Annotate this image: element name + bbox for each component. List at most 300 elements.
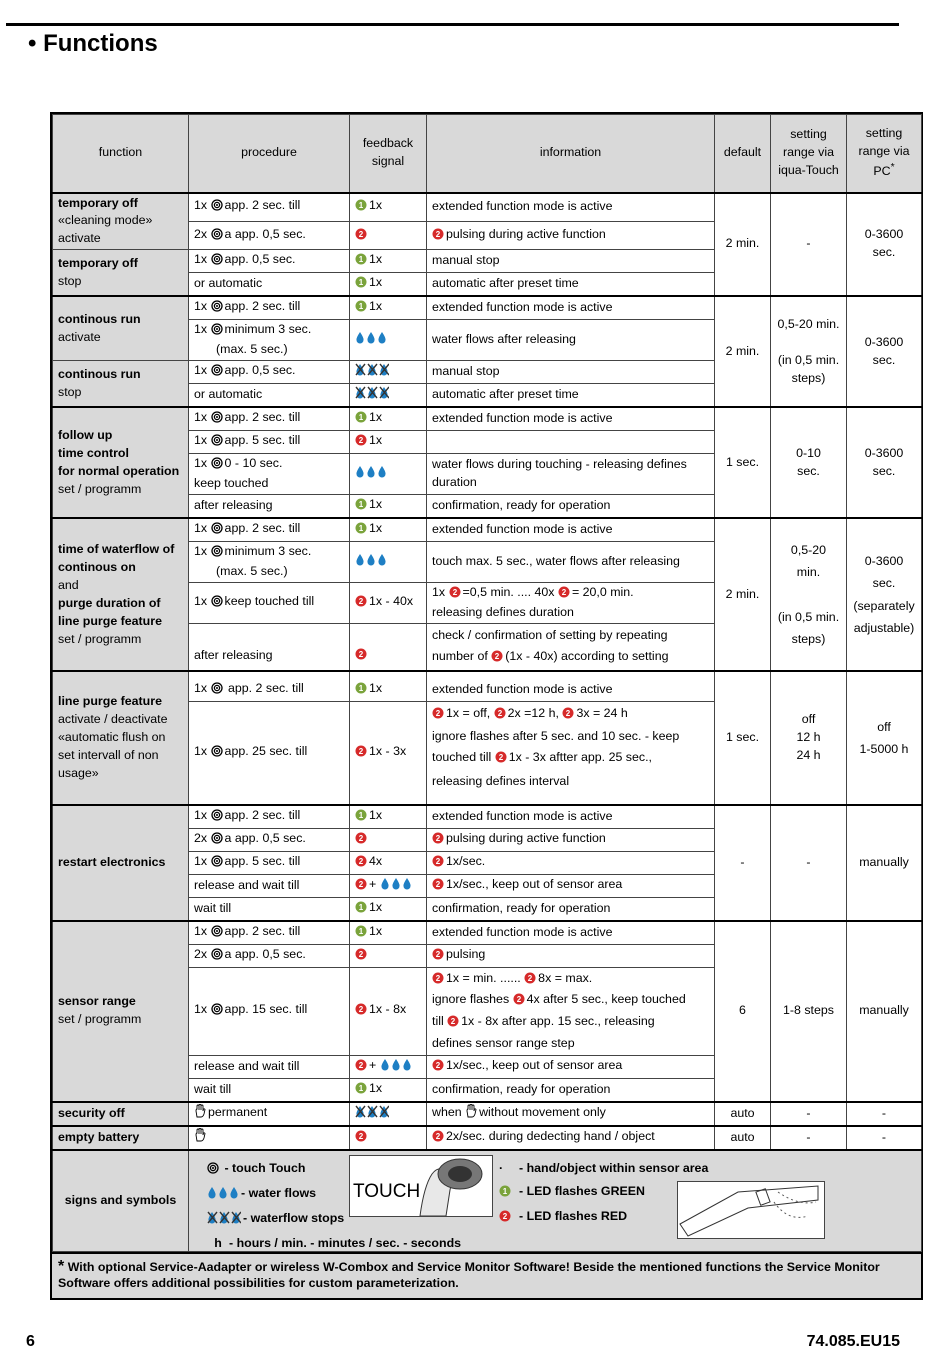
default-cell: 1 sec. — [715, 407, 771, 518]
pc-range-cell — [847, 193, 922, 297]
procedure-cell — [189, 921, 350, 944]
feedback-cell — [350, 828, 427, 851]
red-led-icon — [355, 855, 367, 873]
svg-text:2: 2 — [358, 949, 364, 959]
function-cell: security off — [53, 1102, 189, 1126]
red-led-icon — [491, 648, 503, 669]
range-line: steps) — [791, 632, 826, 647]
feedback-text: 4x — [369, 853, 383, 868]
red-led-icon — [355, 832, 367, 850]
fn-title: continous run — [58, 366, 141, 381]
info-text: 2x =12 h, — [507, 706, 559, 721]
info-cell — [427, 702, 715, 805]
fn-title: time control — [58, 445, 129, 460]
info-cell: confirmation, ready for operation — [427, 1078, 715, 1101]
info-text: 8x = max. — [538, 970, 593, 985]
procedure-text: 0 - 10 sec. — [224, 456, 283, 471]
feedback-text: 1x — [369, 899, 383, 914]
procedure-cell — [189, 1102, 350, 1126]
info-text: 1x - 8x after app. 15 sec., releasing — [461, 1014, 655, 1029]
pc-range-line: adjustable) — [853, 621, 915, 636]
procedure-text: keep touched — [194, 476, 269, 491]
default-cell: - — [715, 805, 771, 921]
red-led-icon — [524, 971, 536, 991]
svg-text:2: 2 — [358, 1060, 364, 1070]
procedure-cell: or automatic — [189, 384, 350, 407]
feedback-cell — [350, 944, 427, 967]
green-led-icon — [355, 411, 367, 429]
info-text: touched till — [432, 750, 492, 765]
info-cell: confirmation, ready for operation — [427, 897, 715, 920]
svg-text:2: 2 — [497, 709, 502, 719]
procedure-text: app. 2 sec. till — [224, 410, 301, 425]
document-number: 74.085.EU15 — [806, 1333, 900, 1350]
info-text: without movement only — [479, 1104, 606, 1119]
red-led-icon — [432, 1130, 444, 1148]
range-line: 12 h — [796, 730, 821, 744]
range-line: steps) — [791, 370, 826, 385]
feedback-cell — [350, 193, 427, 222]
fn-line: activate — [58, 329, 101, 344]
procedure-text: app. 2 sec. till — [224, 521, 301, 536]
legend-text: - touch Touch — [224, 1160, 306, 1175]
procedure-cell — [189, 320, 350, 361]
count: 2x — [194, 946, 208, 961]
feedback-cell — [350, 320, 427, 361]
legend-item — [207, 1232, 461, 1255]
pc-range-line: 0-3600 — [864, 554, 904, 569]
range-line: (in 0,5 min. — [777, 352, 840, 367]
procedure-cell — [189, 361, 350, 384]
red-led-icon — [432, 228, 444, 246]
procedure-text: app. 15 sec. till — [224, 1002, 308, 1017]
legend-panel — [189, 1150, 922, 1252]
pc-range-line: sec. — [872, 576, 896, 591]
svg-text:2: 2 — [561, 588, 567, 598]
footnote — [52, 1252, 921, 1298]
info-cell — [427, 944, 715, 967]
feedback-cell — [350, 702, 427, 805]
count: 1x — [194, 743, 208, 758]
default-cell: 6 — [715, 921, 771, 1102]
svg-text:2: 2 — [435, 1060, 441, 1070]
feedback-cell — [350, 431, 427, 454]
red-led-icon — [495, 749, 507, 770]
feedback-cell: 2 + — [350, 874, 427, 897]
touch-icon — [211, 809, 223, 827]
legend-text: - LED flashes GREEN — [519, 1183, 645, 1198]
feedback-text: 1x — [369, 923, 383, 938]
svg-text:2: 2 — [358, 833, 364, 843]
water-drops-icon — [207, 1184, 239, 1207]
feedback-cell — [350, 384, 427, 407]
feedback-cell — [350, 1078, 427, 1101]
fn-title: purge duration of — [58, 595, 161, 610]
svg-text:2: 2 — [498, 753, 503, 763]
red-led-icon — [355, 595, 367, 613]
water-drops-icon — [380, 1058, 412, 1077]
info-cell: water flows after releasing — [427, 320, 715, 361]
green-led-icon — [355, 901, 367, 919]
procedure-text: minimum 3 sec. — [224, 544, 312, 559]
count: 1x — [194, 681, 208, 696]
green-led-icon — [355, 809, 367, 827]
legend-title-text: signs and symbols — [64, 1192, 177, 1207]
procedure-cell: release and wait till — [189, 874, 350, 897]
fn-line: stop — [58, 384, 82, 399]
pc-range-line: 0-3600 — [864, 445, 904, 460]
svg-text:2: 2 — [358, 649, 364, 659]
procedure-text: app. 5 sec. till — [224, 433, 301, 448]
procedure-text: app. 5 sec. till — [224, 853, 301, 868]
table-row — [53, 407, 922, 430]
pc-range-cell: - — [847, 1126, 922, 1150]
green-led-icon — [355, 300, 367, 318]
legend-item — [499, 1157, 708, 1180]
svg-text:2: 2 — [358, 1131, 364, 1141]
touch-icon — [211, 925, 223, 943]
green-led-icon — [355, 682, 367, 700]
green-led-icon — [355, 253, 367, 271]
hand-icon — [465, 1104, 477, 1124]
feedback-cell — [350, 851, 427, 874]
green-led-icon — [355, 1082, 367, 1100]
count: 1x — [194, 198, 208, 213]
procedure-cell: wait till — [189, 897, 350, 920]
svg-text:1: 1 — [358, 684, 364, 694]
info-cell — [427, 583, 715, 624]
touch-icon — [211, 300, 223, 318]
col-default: default — [715, 115, 771, 193]
water-drops-icon — [380, 877, 412, 896]
info-text: water flows during touching - releasing defines — [432, 457, 687, 472]
info-cell: manual stop — [427, 361, 715, 384]
count: 1x — [194, 544, 208, 559]
touch-icon — [211, 323, 223, 341]
info-cell — [427, 967, 715, 1055]
red-led-icon — [355, 434, 367, 452]
count: 1x — [194, 252, 208, 267]
function-cell — [53, 518, 189, 671]
fn-line: stop — [58, 273, 82, 288]
feedback-cell — [350, 542, 427, 583]
header-row — [53, 115, 922, 193]
procedure-text: app. 25 sec. till — [224, 743, 308, 758]
info-text: = 20,0 min. — [571, 585, 634, 600]
sensor-illustration — [677, 1181, 825, 1239]
feedback-text: 1x — [369, 198, 383, 213]
fn-line: set / programm — [58, 1012, 142, 1027]
info-text: defines sensor range step — [432, 1036, 575, 1051]
footnote-star: * — [58, 1257, 65, 1275]
feedback-cell — [350, 583, 427, 624]
fn-line: set / programm — [58, 631, 142, 646]
svg-text:1: 1 — [358, 902, 364, 912]
procedure-cell — [189, 296, 350, 319]
touch-label: TOUCH — [353, 1180, 421, 1202]
pc-range-line: sec. — [872, 463, 896, 478]
info-cell — [427, 874, 715, 897]
fn-title: line purge feature — [58, 694, 162, 709]
info-cell: automatic after preset time — [427, 273, 715, 296]
fn-title: time of waterflow of — [58, 541, 175, 556]
touch-icon — [211, 948, 223, 966]
water-drops-icon — [355, 465, 387, 484]
touch-device-illustration — [349, 1155, 493, 1217]
touch-icon — [211, 855, 223, 873]
info-cell: extended function mode is active — [427, 805, 715, 828]
procedure-cell — [189, 851, 350, 874]
feedback-text: 1x — [369, 1080, 383, 1095]
table-row — [53, 1102, 922, 1126]
info-text: 1x = off, — [446, 706, 491, 721]
procedure-cell — [189, 222, 350, 250]
procedure-text: a app. 0,5 sec. — [224, 830, 306, 845]
svg-text:1: 1 — [358, 810, 364, 820]
feedback-cell — [350, 518, 427, 541]
svg-text:2: 2 — [435, 949, 441, 959]
green-led-icon — [355, 925, 367, 943]
green-led-icon — [499, 1182, 511, 1205]
red-led-icon — [499, 1207, 511, 1230]
info-cell — [427, 454, 715, 495]
pc-range-cell — [847, 518, 922, 671]
info-text: releasing defines interval — [432, 773, 570, 788]
svg-text:2: 2 — [358, 746, 364, 756]
info-text: 1x - 3x aftter app. 25 sec., — [508, 750, 652, 765]
feedback-text: 1x — [369, 252, 383, 267]
touch-icon — [211, 745, 223, 763]
procedure-text: a app. 0,5 sec. — [224, 226, 306, 241]
pc-range-cell — [847, 671, 922, 804]
table-row — [53, 518, 922, 541]
info-cell: extended function mode is active — [427, 518, 715, 541]
water-drops-icon — [355, 331, 387, 350]
procedure-text: app. 2 sec. till — [224, 299, 301, 314]
count: 1x — [194, 410, 208, 425]
range-cell — [771, 296, 847, 407]
touch-icon — [211, 682, 223, 700]
red-led-icon — [432, 948, 444, 966]
pc-range-cell — [847, 407, 922, 518]
col-range-touch: setting range via iqua-Touch — [771, 115, 847, 193]
info-text: 1x/sec., keep out of sensor area — [446, 876, 623, 891]
red-led-icon — [562, 705, 574, 726]
svg-text:2: 2 — [435, 833, 441, 843]
procedure-text: app. 0,5 sec. — [224, 252, 296, 267]
procedure-cell — [189, 250, 350, 273]
procedure-cell — [189, 828, 350, 851]
touch-icon — [207, 1159, 219, 1182]
fn-title: sensor range — [58, 994, 136, 1009]
dot-icon: · — [499, 1160, 504, 1175]
info-text: ignore flashes — [432, 992, 510, 1007]
feedback-cell — [350, 250, 427, 273]
procedure-text: app. 2 sec. till — [224, 923, 301, 938]
fn-line: and — [58, 577, 79, 592]
fn-title: continous on — [58, 559, 136, 574]
svg-text:1: 1 — [358, 302, 364, 312]
legend-text: - LED flashes RED — [519, 1208, 628, 1223]
red-led-icon — [355, 1130, 367, 1148]
svg-text:1: 1 — [358, 926, 364, 936]
feedback-cell — [350, 967, 427, 1055]
touch-icon — [211, 522, 223, 540]
page-number: 6 — [26, 1333, 35, 1350]
functions-table — [50, 112, 923, 1300]
pc-range-line: off — [877, 719, 891, 734]
touch-icon — [211, 1003, 223, 1021]
default-cell: 2 min. — [715, 518, 771, 671]
default-cell: 2 min. — [715, 296, 771, 407]
svg-text:2: 2 — [358, 879, 364, 889]
info-cell: extended function mode is active — [427, 193, 715, 222]
red-led-icon — [432, 705, 444, 726]
legend-icon-slot — [499, 1180, 519, 1205]
table-row — [53, 671, 922, 701]
table-row — [53, 193, 922, 222]
procedure-cell: after releasing — [189, 495, 350, 518]
procedure-text: minimum 3 sec. — [224, 322, 312, 337]
svg-text:2: 2 — [358, 229, 364, 239]
procedure-cell — [189, 967, 350, 1055]
red-led-icon — [494, 705, 506, 726]
green-led-icon — [355, 498, 367, 516]
feedback-text: 1x — [369, 681, 383, 696]
procedure-cell — [189, 671, 350, 701]
feedback-text: 1x — [369, 497, 383, 512]
red-led-icon — [447, 1014, 459, 1034]
feedback-cell — [350, 361, 427, 384]
fn-title: line purge feature — [58, 613, 162, 628]
pc-range-line: 1-5000 h — [859, 741, 909, 756]
procedure-cell — [189, 542, 350, 583]
svg-text:2: 2 — [358, 436, 364, 446]
touch-icon — [211, 364, 223, 382]
water-drops-icon — [355, 553, 387, 572]
sensor-icon — [678, 1182, 824, 1238]
svg-text:2: 2 — [450, 1017, 456, 1027]
procedure-text: app. 0,5 sec. — [224, 363, 296, 378]
pc-range-line: sec. — [872, 352, 896, 367]
count: 1x — [194, 433, 208, 448]
fn-title: continous run — [58, 311, 141, 326]
procedure-cell — [189, 1126, 350, 1150]
green-led-icon — [355, 276, 367, 294]
fn-line: activate / deactivate — [58, 712, 168, 727]
svg-text:1: 1 — [358, 1083, 364, 1093]
red-led-icon — [355, 745, 367, 763]
red-led-icon — [558, 586, 570, 604]
range-cell — [771, 407, 847, 518]
svg-text:1: 1 — [358, 278, 364, 288]
fn-title: restart electronics — [58, 854, 166, 869]
feedback-text: 1x - 40x — [369, 594, 414, 609]
procedure-text: (max. 5 sec.) — [216, 564, 288, 579]
info-cell: extended function mode is active — [427, 671, 715, 701]
waterflow-stop-icon — [207, 1209, 241, 1232]
feedback-cell — [350, 222, 427, 250]
range-line: min. — [796, 565, 821, 580]
red-led-icon — [432, 1059, 444, 1077]
procedure-text: permanent — [208, 1104, 268, 1119]
fn-line: «cleaning mode» — [58, 213, 153, 228]
pc-range-cell: - — [847, 1102, 922, 1126]
procedure-text: app. 2 sec. till — [224, 807, 301, 822]
touch-icon — [211, 832, 223, 850]
info-text: till — [432, 1014, 444, 1029]
legend-text: - waterflow stops — [243, 1210, 345, 1225]
col-range-pc — [847, 115, 922, 193]
info-text: =0,5 min. .... 40x — [462, 585, 555, 600]
info-cell: confirmation, ready for operation — [427, 495, 715, 518]
feedback-cell — [350, 495, 427, 518]
green-led-icon — [355, 522, 367, 540]
touch-icon — [211, 595, 223, 613]
range-cell: - — [771, 193, 847, 297]
procedure-cell — [189, 624, 350, 672]
info-text: pulsing during active function — [446, 830, 606, 845]
touch-icon — [211, 545, 223, 563]
feedback-cell — [350, 1102, 427, 1126]
legend-icon-slot — [499, 1205, 519, 1230]
info-cell — [427, 624, 715, 672]
red-led-icon — [355, 1059, 367, 1077]
col-information: information — [427, 115, 715, 193]
red-led-icon — [355, 948, 367, 966]
red-led-icon — [432, 855, 444, 873]
feedback-cell: 2 + — [350, 1055, 427, 1078]
feedback-text: 1x — [369, 807, 383, 822]
pc-range-cell — [847, 296, 922, 407]
feedback-text: 1x - 8x — [369, 1002, 407, 1017]
count: 1x — [194, 923, 208, 938]
function-cell — [53, 296, 189, 360]
footnote-text: With optional Service-Aadapter or wireless W-Combox and Service Monitor Software! Beside the mentioned functions the Service Monitor Software offers additional possibilities for custom parameterization. — [58, 1259, 880, 1290]
info-text: releasing defines duration — [432, 605, 574, 620]
procedure-text: a app. 0,5 sec. — [224, 946, 306, 961]
default-cell: 1 sec. — [715, 671, 771, 804]
fn-line: usage» — [58, 765, 99, 780]
feedback-text: 1x — [369, 521, 383, 536]
info-text: 1x/sec., keep out of sensor area — [446, 1057, 623, 1072]
range-cell: 1-8 steps — [771, 921, 847, 1102]
feedback-text: 1x — [369, 275, 383, 290]
function-cell — [53, 805, 189, 921]
range-pc-label: setting range via PC — [858, 126, 910, 179]
table-row — [53, 921, 922, 944]
info-text: check / confirmation of setting by repeating — [432, 628, 668, 643]
procedure-cell: or automatic — [189, 273, 350, 296]
pc-range-line: 0-3600 — [864, 227, 904, 242]
touch-icon — [211, 434, 223, 452]
red-led-icon — [449, 586, 461, 604]
procedure-text: keep touched till — [224, 594, 315, 609]
pc-range-line: 0-3600 — [864, 334, 904, 349]
fn-title: for normal operation — [58, 463, 180, 478]
range-line: 0-10 — [796, 445, 821, 460]
feedback-cell — [350, 805, 427, 828]
procedure-cell — [189, 805, 350, 828]
info-cell: touch max. 5 sec., water flows after releasing — [427, 542, 715, 583]
red-led-icon — [355, 648, 367, 666]
procedure-text: app. 2 sec. till — [228, 681, 304, 696]
count: 1x — [194, 456, 208, 471]
procedure-cell — [189, 518, 350, 541]
waterflow-stop-icon — [355, 363, 389, 382]
function-cell: empty battery — [53, 1126, 189, 1150]
feedback-cell — [350, 296, 427, 319]
